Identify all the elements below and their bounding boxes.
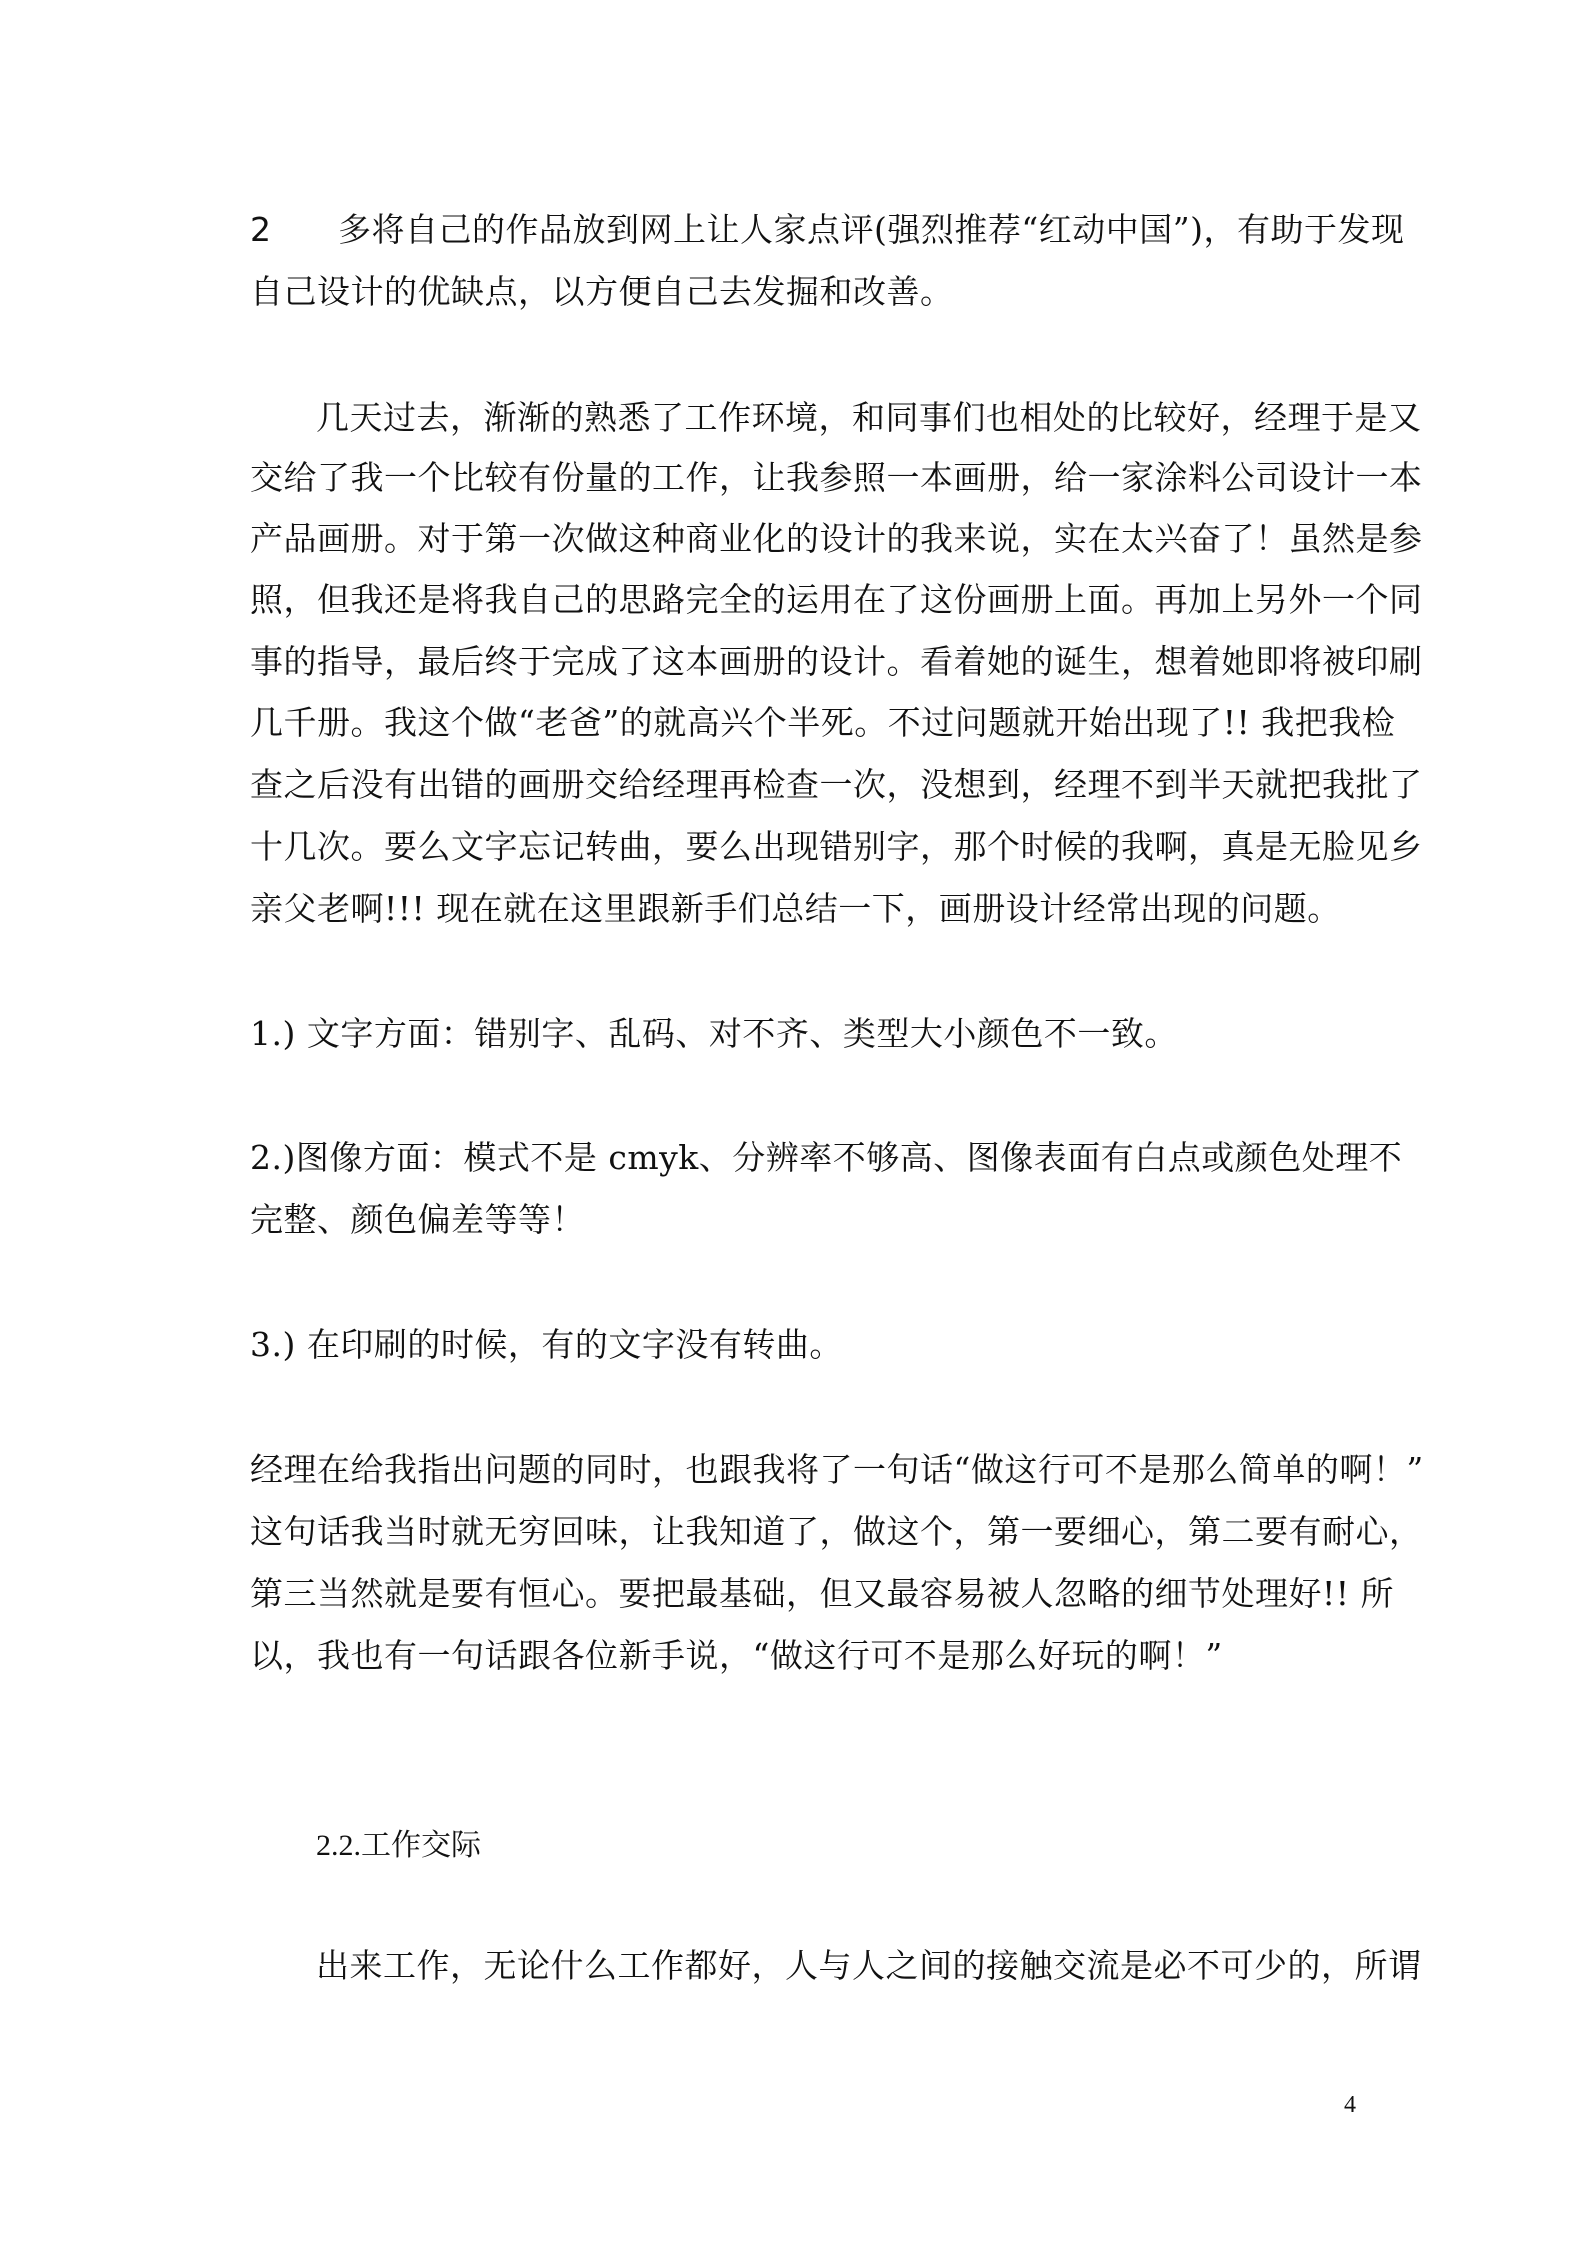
body-paragraph-line: 亲父老啊!!! 现在就在这里跟新手们总结一下，画册设计经常出现的问题。 (250, 889, 1341, 928)
page-number: 4 (1344, 2092, 1356, 2118)
list-item-3: 3.) 在印刷的时候，有的文字没有转曲。 (250, 1325, 843, 1364)
body-paragraph-line: 出来工作，无论什么工作都好，人与人之间的接触交流是必不可少的，所谓 (316, 1946, 1422, 1985)
body-paragraph-line: 几天过去，渐渐的熟悉了工作环境，和同事们也相处的比较好，经理于是又 (316, 398, 1422, 437)
body-paragraph-line: 经理在给我指出问题的同时，也跟我将了一句话“做这行可不是那么简单的啊！” (250, 1450, 1424, 1489)
body-paragraph-line: 几千册。我这个做“老爸”的就高兴个半死。不过问题就开始出现了!! 我把我检 (250, 703, 1396, 742)
paragraph-2-line-2: 自己设计的优缺点，以方便自己去发掘和改善。 (250, 272, 954, 311)
body-paragraph-line: 第三当然就是要有恒心。要把最基础，但又最容易被人忽略的细节处理好!! 所 (250, 1574, 1395, 1613)
list-item-2-line-2: 完整、颜色偏差等等！ (250, 1200, 585, 1239)
list-item-2-line-1: 2.)图像方面：模式不是 cmyk、分辨率不够高、图像表面有白点或颜色处理不 (250, 1138, 1403, 1177)
body-paragraph-line: 照，但我还是将我自己的思路完全的运用在了这份画册上面。再加上另外一个同 (250, 580, 1423, 619)
list-item-1: 1.) 文字方面：错别字、乱码、对不齐、类型大小颜色不一致。 (250, 1014, 1178, 1053)
body-paragraph-line: 产品画册。对于第一次做这种商业化的设计的我来说，实在太兴奋了！虽然是参 (250, 519, 1423, 558)
paragraph-2-line-1: 2 多将自己的作品放到网上让人家点评(强烈推荐“红动中国”)，有助于发现 (250, 210, 1405, 249)
body-paragraph-line: 查之后没有出错的画册交给经理再检查一次，没想到，经理不到半天就把我批了 (250, 765, 1423, 804)
body-paragraph-line: 交给了我一个比较有份量的工作，让我参照一本画册，给一家涂料公司设计一本 (250, 458, 1423, 497)
body-paragraph-line: 事的指导，最后终于完成了这本画册的设计。看着她的诞生，想着她即将被印刷 (250, 642, 1423, 681)
body-paragraph-line: 十几次。要么文字忘记转曲，要么出现错别字，那个时候的我啊，真是无脸见乡 (250, 827, 1423, 866)
section-heading: 2.2.工作交际 (316, 1829, 481, 1862)
body-paragraph-line: 这句话我当时就无穷回味，让我知道了，做这个，第一要细心，第二要有耐心， (250, 1512, 1423, 1551)
body-paragraph-line: 以，我也有一句话跟各位新手说，“做这行可不是那么好玩的啊！” (250, 1636, 1223, 1675)
list-number: 2 (250, 210, 272, 249)
